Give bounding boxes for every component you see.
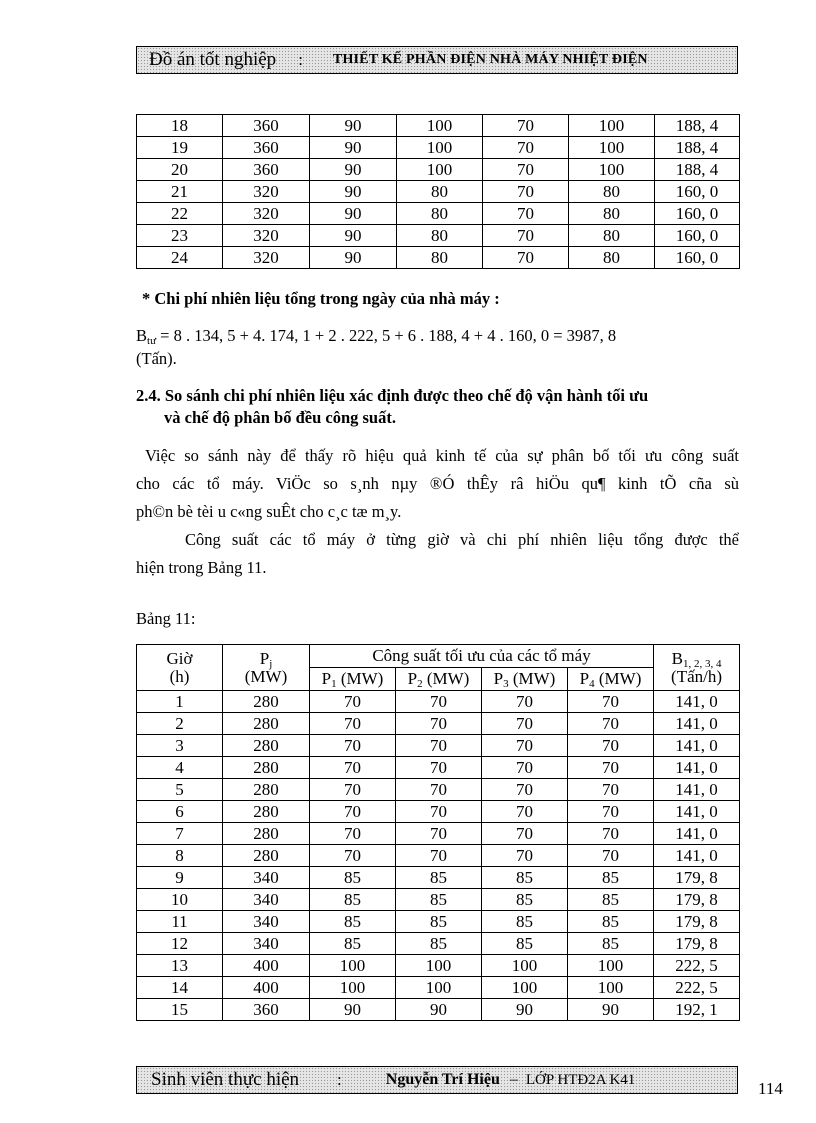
table-row [137, 225, 740, 247]
table-cell: 280 [223, 757, 310, 779]
footer-name: Nguyễn Trí Hiệu [385, 1071, 500, 1088]
table-cell: 340 [223, 933, 310, 955]
table-cell: 4 [137, 757, 223, 779]
header-bar [136, 46, 738, 74]
table-cell: 12 [137, 933, 223, 955]
paragraph1-line2: cho các tổ máy. ViÖc so s¸nh nµy ®Ó thÊy râ hiÖu qu¶ kinh tÕ cña sù [136, 474, 739, 493]
table-cell: 340 [223, 867, 310, 889]
table-row [137, 247, 740, 269]
table-cell: 70 [482, 713, 568, 735]
header-b [654, 645, 740, 691]
table-cell: 1 [137, 691, 223, 713]
table-cell: 70 [310, 713, 396, 735]
table-cell: 141, 0 [654, 823, 740, 845]
table-row [137, 823, 740, 845]
table-cell: 11 [137, 911, 223, 933]
footer-dash: – [509, 1071, 518, 1088]
bang11-header [137, 645, 740, 691]
table-cell: 70 [483, 115, 569, 137]
fuel-total-equation [136, 326, 738, 346]
header-p4-letter: P [579, 669, 590, 688]
table-cell: 20 [137, 159, 223, 181]
table-row [137, 115, 740, 137]
table-cell: 100 [396, 977, 482, 999]
table-cell: 85 [310, 911, 396, 933]
header-p1-sub: 1 [331, 678, 337, 690]
table-cell: 23 [137, 225, 223, 247]
section-title-line1: 2.4. So sánh chi phí nhiên liệu xác định được theo chế độ vận hành tối ưu [136, 386, 649, 405]
table-cell: 90 [310, 159, 397, 181]
table-cell: 70 [310, 691, 396, 713]
table-cell: 70 [482, 735, 568, 757]
table-cell: 19 [137, 137, 223, 159]
table-cell: 70 [310, 735, 396, 757]
header-colon: : [298, 50, 303, 69]
header-left-text: Đồ án tốt nghiệp [149, 49, 277, 70]
table-row [137, 845, 740, 867]
table-cell: 80 [569, 181, 655, 203]
table-row [137, 159, 740, 181]
table-cell: 280 [223, 823, 310, 845]
table-cell: 70 [396, 845, 482, 867]
table-cell: 90 [310, 247, 397, 269]
table-cell: 179, 8 [654, 889, 740, 911]
table-cell: 85 [396, 933, 482, 955]
table-cell: 100 [568, 955, 654, 977]
table-cell: 360 [223, 159, 310, 181]
header-pj-unit: (MW) [244, 666, 288, 686]
table-cell: 90 [396, 999, 482, 1021]
table-cell: 280 [223, 801, 310, 823]
table-cell: 70 [568, 801, 654, 823]
table-cell: 70 [310, 823, 396, 845]
header-group: Công suất tối ưu của các tổ máy [310, 645, 654, 668]
table-cell: 85 [482, 911, 568, 933]
fuel-total-heading: * Chi phí nhiên liệu tổng trong ngày của nhà máy : [142, 289, 500, 308]
header-p2-unit: (MW) [422, 669, 470, 688]
table-row [137, 713, 740, 735]
fuel-total-unit: (Tấn). [136, 349, 177, 368]
fuel-equation-text: = 8 . 134, 5 + 4. 174, 1 + 2 . 222, 5 + 6 . 188, 4 + 4 . 160, 0 = 3987, 8 [156, 326, 617, 345]
table-row [137, 181, 740, 203]
table-cell: 70 [396, 823, 482, 845]
table-cell: 70 [482, 779, 568, 801]
table-cell: 85 [310, 867, 396, 889]
header-right-text: THIẾT KẾ PHẦN ĐIỆN NHÀ MÁY NHIỆT ĐIỆN [332, 52, 648, 67]
header-p2-letter: P [407, 669, 418, 688]
header-p3-unit: (MW) [508, 669, 556, 688]
table-cell: 85 [310, 889, 396, 911]
table-cell: 400 [223, 955, 310, 977]
table-cell: 192, 1 [654, 999, 740, 1021]
table-cell: 100 [482, 977, 568, 999]
header-b-sub: 1, 2, 3, 4 [682, 657, 722, 670]
table-cell: 160, 0 [655, 225, 740, 247]
table-cell: 70 [310, 757, 396, 779]
header-p3-sub: 3 [503, 678, 509, 690]
table-cell: 188, 4 [655, 159, 740, 181]
table-cell: 70 [568, 757, 654, 779]
table-cell: 13 [137, 955, 223, 977]
table-cell: 70 [483, 181, 569, 203]
table-cell: 24 [137, 247, 223, 269]
table-cell: 90 [310, 181, 397, 203]
table-cell: 100 [397, 159, 483, 181]
table-cell: 70 [482, 823, 568, 845]
table-cell: 70 [483, 137, 569, 159]
paragraph1-line3: ph©n bè tèi u c«ng suÊt cho c¸c tæ m¸y. [136, 502, 402, 521]
table-cell: 100 [568, 977, 654, 999]
header-p4-sub: 4 [589, 678, 595, 690]
table-cell: 90 [310, 115, 397, 137]
table-cell: 188, 4 [655, 137, 740, 159]
table-row [137, 137, 740, 159]
table-cell: 70 [568, 713, 654, 735]
table-row [137, 757, 740, 779]
table-row [137, 203, 740, 225]
top-table-body [137, 115, 740, 269]
paragraph1-line1: Việc so sánh này để thấy rõ hiệu quả kinh tế của sự phân bố tối ưu công suất [145, 446, 739, 465]
header-p4-unit: (MW) [594, 669, 642, 688]
table-cell: 280 [223, 845, 310, 867]
header-p4 [568, 668, 654, 691]
table-cell: 70 [568, 735, 654, 757]
header-p2-sub: 2 [417, 678, 423, 690]
table-cell: 320 [223, 225, 310, 247]
table-row [137, 691, 740, 713]
bang11-table [136, 644, 740, 1021]
table-cell: 22 [137, 203, 223, 225]
table-cell: 90 [310, 999, 396, 1021]
table-row [137, 911, 740, 933]
table-cell: 15 [137, 999, 223, 1021]
table-cell: 70 [482, 691, 568, 713]
table-cell: 222, 5 [654, 977, 740, 999]
table-cell: 179, 8 [654, 933, 740, 955]
table-row [137, 801, 740, 823]
table-row [137, 867, 740, 889]
footer-bar [136, 1066, 738, 1094]
table-cell: 320 [223, 181, 310, 203]
table-cell: 85 [310, 933, 396, 955]
table-cell: 80 [397, 225, 483, 247]
table-cell: 70 [483, 203, 569, 225]
table-cell: 85 [396, 911, 482, 933]
table-row [137, 779, 740, 801]
table-cell: 10 [137, 889, 223, 911]
table-cell: 70 [568, 779, 654, 801]
table-cell: 100 [569, 159, 655, 181]
header-pj-sub: j [269, 657, 273, 670]
table-cell: 188, 4 [655, 115, 740, 137]
table-cell: 100 [396, 955, 482, 977]
table-cell: 100 [482, 955, 568, 977]
table-cell: 141, 0 [654, 735, 740, 757]
top-table [136, 114, 740, 269]
footer-colon: : [337, 1070, 342, 1089]
table-row [137, 977, 740, 999]
table-cell: 70 [482, 757, 568, 779]
table-cell: 70 [396, 735, 482, 757]
table-cell: 90 [310, 203, 397, 225]
table-cell: 141, 0 [654, 779, 740, 801]
table-cell: 9 [137, 867, 223, 889]
bang11-header-row1 [137, 645, 740, 668]
table-cell: 100 [397, 137, 483, 159]
table-cell: 70 [483, 247, 569, 269]
table-cell: 85 [396, 867, 482, 889]
header-gio-unit: (h) [169, 666, 190, 686]
table-cell: 90 [482, 999, 568, 1021]
bang11-caption: Bảng 11: [136, 609, 196, 628]
table-cell: 280 [223, 691, 310, 713]
table-cell: 222, 5 [654, 955, 740, 977]
footer-left-text: Sinh viên thực hiện [151, 1069, 300, 1090]
table-cell: 141, 0 [654, 845, 740, 867]
header-p3-letter: P [493, 669, 504, 688]
table-cell: 100 [310, 955, 396, 977]
header-p1 [310, 668, 396, 691]
table-cell: 14 [137, 977, 223, 999]
table-cell: 179, 8 [654, 867, 740, 889]
table-cell: 340 [223, 911, 310, 933]
header-p1-letter: P [321, 669, 332, 688]
table-cell: 160, 0 [655, 203, 740, 225]
table-cell: 90 [310, 225, 397, 247]
table-cell: 70 [396, 713, 482, 735]
table-cell: 340 [223, 889, 310, 911]
header-pj-label: P [259, 648, 270, 668]
header-p2 [396, 668, 482, 691]
table-cell: 160, 0 [655, 181, 740, 203]
table-cell: 2 [137, 713, 223, 735]
table-row [137, 735, 740, 757]
table-cell: 85 [568, 933, 654, 955]
table-cell: 141, 0 [654, 691, 740, 713]
table-cell: 80 [569, 225, 655, 247]
table-cell: 80 [569, 203, 655, 225]
table-cell: 70 [310, 845, 396, 867]
table-cell: 8 [137, 845, 223, 867]
table-cell: 70 [310, 779, 396, 801]
table-cell: 85 [568, 889, 654, 911]
table-cell: 90 [310, 137, 397, 159]
table-cell: 320 [223, 203, 310, 225]
table-cell: 160, 0 [655, 247, 740, 269]
table-cell: 3 [137, 735, 223, 757]
header-p3 [482, 668, 568, 691]
table-cell: 100 [569, 115, 655, 137]
header-b-label: B [671, 648, 683, 668]
table-cell: 141, 0 [654, 801, 740, 823]
table-cell: 320 [223, 247, 310, 269]
table-cell: 18 [137, 115, 223, 137]
table-cell: 70 [568, 691, 654, 713]
table-cell: 70 [396, 757, 482, 779]
table-cell: 400 [223, 977, 310, 999]
table-row [137, 933, 740, 955]
header-gio-label: Giờ [166, 648, 193, 668]
table-cell: 90 [568, 999, 654, 1021]
table-cell: 85 [396, 889, 482, 911]
table-cell: 100 [310, 977, 396, 999]
table-cell: 80 [397, 203, 483, 225]
table-cell: 80 [397, 181, 483, 203]
table-cell: 6 [137, 801, 223, 823]
header-p1-unit: (MW) [336, 669, 384, 688]
table-cell: 85 [568, 911, 654, 933]
section-title-line2: và chế độ phân bố đều công suất. [164, 408, 396, 427]
table-row [137, 955, 740, 977]
table-cell: 85 [568, 867, 654, 889]
table-cell: 70 [568, 845, 654, 867]
table-cell: 80 [569, 247, 655, 269]
table-row [137, 889, 740, 911]
table-cell: 7 [137, 823, 223, 845]
fuel-symbol-sub: tư [147, 335, 157, 347]
paragraph2-line2: hiện trong Bảng 11. [136, 558, 267, 577]
table-cell: 21 [137, 181, 223, 203]
table-cell: 85 [482, 933, 568, 955]
table-cell: 280 [223, 735, 310, 757]
bang11-body [137, 691, 740, 1021]
table-cell: 179, 8 [654, 911, 740, 933]
fuel-symbol: B [136, 326, 148, 345]
table-cell: 141, 0 [654, 757, 740, 779]
table-cell: 70 [396, 779, 482, 801]
header-b-unit: (Tấn/h) [671, 666, 723, 686]
header-gio [137, 645, 223, 691]
table-cell: 360 [223, 115, 310, 137]
table-cell: 70 [482, 845, 568, 867]
header-pj [223, 645, 310, 691]
table-cell: 70 [483, 159, 569, 181]
table-row [137, 999, 740, 1021]
table-cell: 100 [569, 137, 655, 159]
table-cell: 70 [483, 225, 569, 247]
table-cell: 280 [223, 713, 310, 735]
table-cell: 360 [223, 137, 310, 159]
table-cell: 70 [396, 691, 482, 713]
paragraph2-line1: Công suất các tổ máy ở từng giờ và chi phí nhiên liệu tổng được thể [185, 530, 739, 549]
table-cell: 70 [482, 801, 568, 823]
footer-class: LỚP HTĐ2A K41 [525, 1071, 636, 1088]
table-cell: 85 [482, 867, 568, 889]
table-cell: 85 [482, 889, 568, 911]
table-cell: 360 [223, 999, 310, 1021]
table-cell: 280 [223, 779, 310, 801]
table-cell: 141, 0 [654, 713, 740, 735]
page-number: 114 [758, 1079, 783, 1098]
table-cell: 70 [568, 823, 654, 845]
table-cell: 5 [137, 779, 223, 801]
table-cell: 80 [397, 247, 483, 269]
table-cell: 100 [397, 115, 483, 137]
table-cell: 70 [310, 801, 396, 823]
table-cell: 70 [396, 801, 482, 823]
